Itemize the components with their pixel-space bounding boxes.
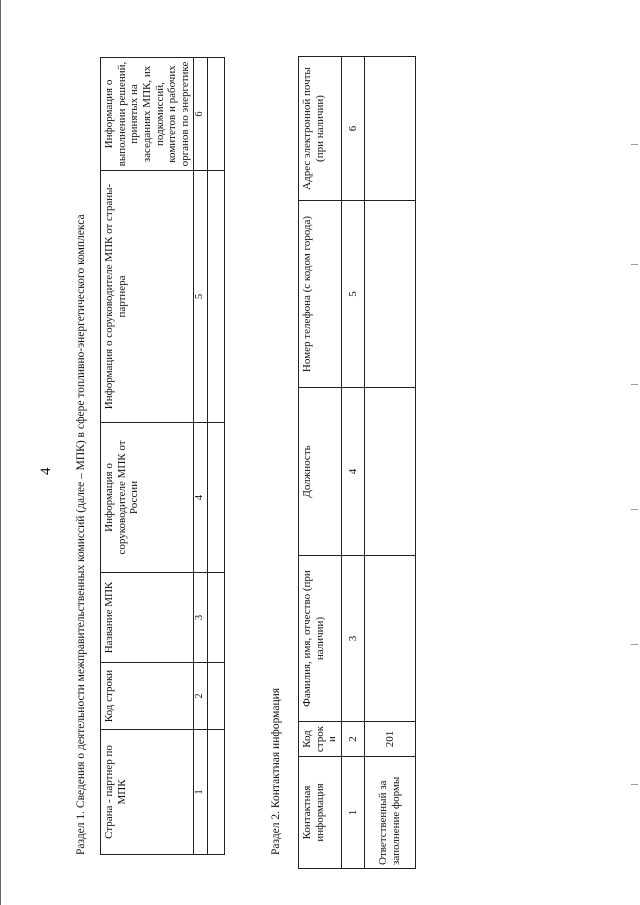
s2-header-full-name: Фамилия, имя, отчество (при наличии) xyxy=(299,556,342,722)
s1-empty-cell xyxy=(207,730,224,855)
s2-header-email: Адрес электронной почты (при наличии) xyxy=(299,57,342,201)
scan-edge-marks xyxy=(628,0,640,905)
s2-empty-cell xyxy=(364,556,415,722)
s2-col-number: 3 xyxy=(341,556,364,722)
s1-header-line-code: Код строки xyxy=(101,663,194,730)
s1-col-number: 3 xyxy=(194,573,207,663)
s1-empty-cell xyxy=(207,573,224,663)
s2-header-phone: Номер телефона (с кодом города) xyxy=(299,201,342,388)
s1-col-number: 4 xyxy=(194,423,207,573)
s1-empty-cell xyxy=(207,58,224,171)
s1-empty-cell xyxy=(207,663,224,730)
s2-col-number: 4 xyxy=(341,388,364,556)
s1-header-partner-cochair: Информация о соруководителе МПК от страны-партнера xyxy=(101,171,194,423)
s2-col-number: 1 xyxy=(341,757,364,869)
s2-col-number: 6 xyxy=(341,57,364,201)
s2-responsible-code: 201 xyxy=(364,722,415,757)
s1-empty-cell xyxy=(207,423,224,573)
s1-header-country: Страна - партнер по МПК xyxy=(101,730,194,855)
section2-table xyxy=(298,56,416,869)
s1-header-mpk-name: Название МПК xyxy=(101,573,194,663)
s2-empty-cell xyxy=(364,201,415,388)
section2-title: Раздел 2. Контактная информация xyxy=(270,687,282,855)
s1-empty-cell xyxy=(207,171,224,423)
section2-data-row xyxy=(364,57,415,869)
section1-title: Раздел 1. Сведения о деятельности межправительственных комиссий (далее – МПК) в сфере топливно-энергетического комплекса xyxy=(75,214,87,855)
s2-responsible-label: Ответственный за заполнение формы xyxy=(364,757,415,869)
s1-col-number: 2 xyxy=(194,663,207,730)
s1-header-decisions-info: Информация о выполнении решений, принятых на заседаниях МПК, их подкомиссий, комитетов и рабочих органов по энергетике xyxy=(101,58,194,171)
section2-number-row xyxy=(341,57,364,869)
s1-col-number: 6 xyxy=(194,58,207,171)
section1-table xyxy=(100,57,225,855)
s2-col-number: 5 xyxy=(341,201,364,388)
s2-header-contact: Контактная информация xyxy=(299,757,342,869)
section1-header-row xyxy=(101,58,194,855)
s2-header-position: Должность xyxy=(299,388,342,556)
s1-header-russia-cochair: Информация о соруководителе МПК от России xyxy=(101,423,194,573)
s1-col-number: 1 xyxy=(194,730,207,855)
s2-col-number: 2 xyxy=(341,722,364,757)
section1-empty-row xyxy=(207,58,224,855)
page-number: 4 xyxy=(38,467,54,475)
s2-empty-cell xyxy=(364,57,415,201)
s2-header-line-code: Код строки xyxy=(299,722,342,757)
s2-empty-cell xyxy=(364,388,415,556)
section1-number-row xyxy=(194,58,207,855)
section2-header-row xyxy=(299,57,342,869)
s1-col-number: 5 xyxy=(194,171,207,423)
